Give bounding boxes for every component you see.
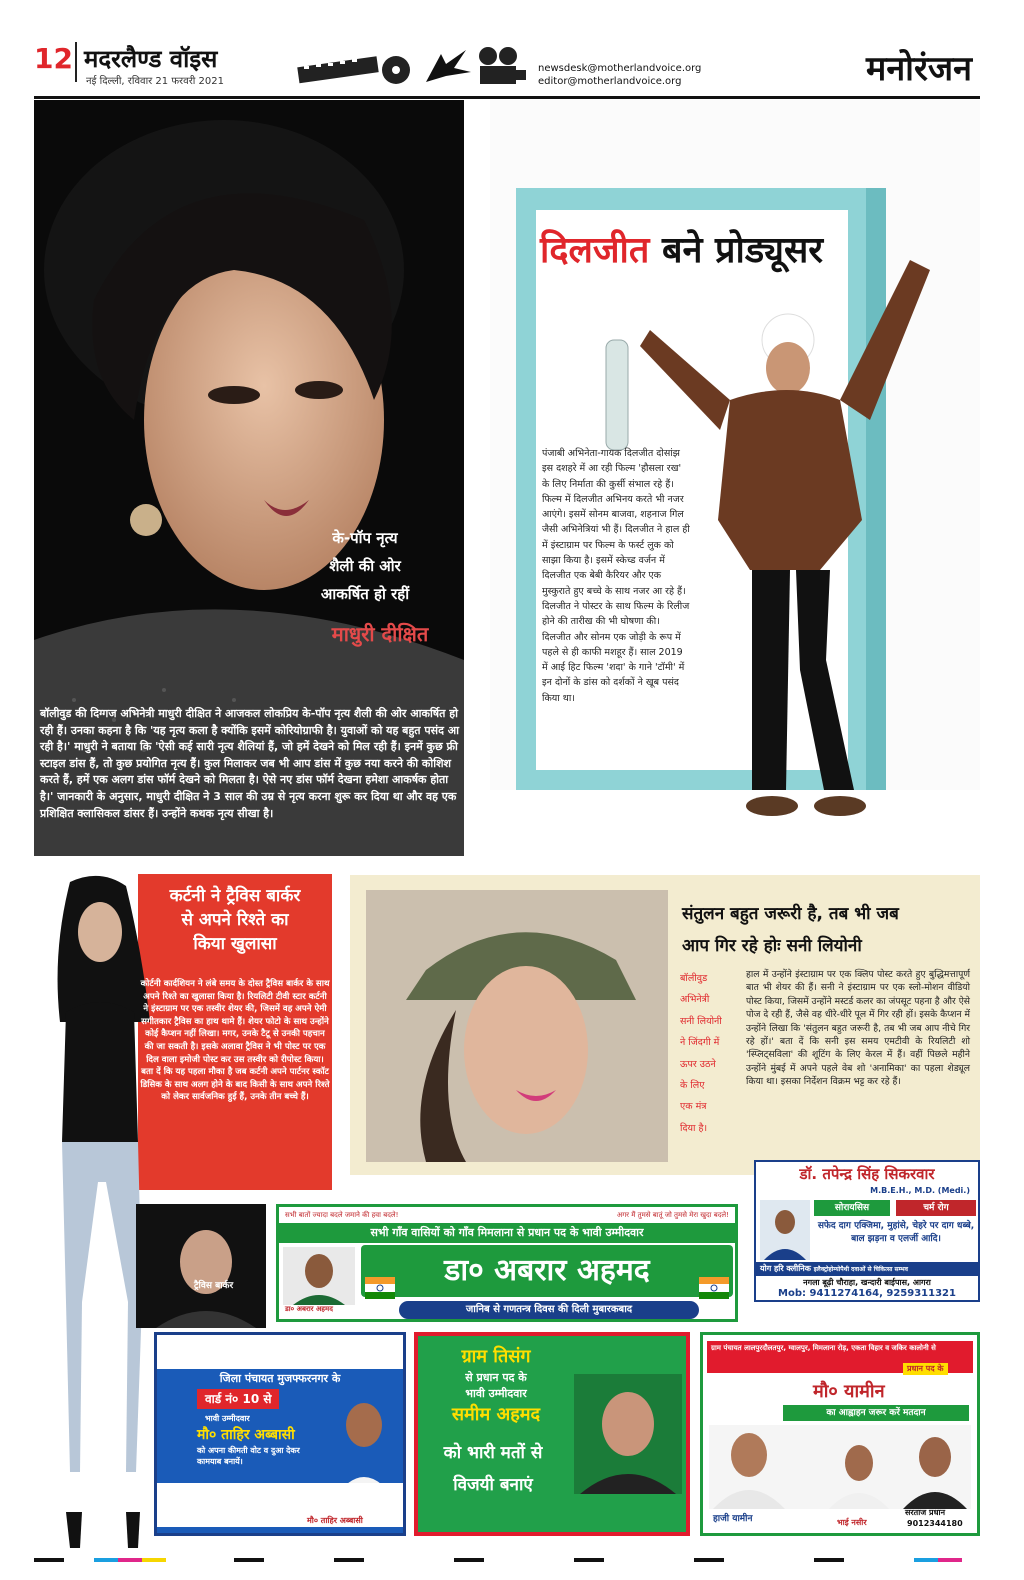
sunny-intro-line: के लिए [680, 1080, 705, 1092]
ad-jila-photo-strip [157, 1335, 403, 1369]
diljit-headline-black: बने प्रोड्यूसर [661, 230, 824, 271]
madhuri-name: माधुरी दीक्षित [331, 622, 429, 646]
sunny-intro-line: दिया है। [680, 1122, 708, 1134]
kourtney-headline-line: कर्टनी ने ट्रैविस बार्कर [169, 886, 301, 906]
ad-jila-ward-label: वार्ड नं० [205, 1392, 239, 1406]
ad-abrar-footer: जानिब से गणतन्त्र दिवस की दिली मुबारकबाद [399, 1301, 699, 1319]
madhuri-article-body: बॉलीवुड की दिग्गज अभिनेत्री माधुरी दीक्षित ने आजकल लोकप्रिय के-पॉप नृत्य शैली की ओर आकर्षित हो रही हैं। उनका कहना है कि 'यह नृत्य कला है क्योंकि इसमें कोरियोग्राफी है। युवाओं को यह बहुत पसंद आ रही है।' माधुरी ने बताया कि 'ऐसी कई सारी नृत्य शैलियां हैं, जो हमें देखने को मिल रही हैं। इनमें कुछ फ्री स्टाइल डांस हैं, तो कुछ प्रयोगित नृत्य हैं। कुल मिलाकर जब भी आप डांस में कुछ नया करने की कोशिश करते हैं, हमें एक अलग डांस फॉर्म देखने को मिलता है। ऐसे नए डांस फॉर्म देखना हमेशा आकर्षक होता है।' जानकारी के अनुसार, माधुरी दीक्षित ने 3 साल की उम्र से नृत्य करना शुरू कर दिया था और वह एक प्रशिक्षित क्लासिकल डांसर हैं। उन्होंने कथक नृत्य सीखा है। [40, 707, 459, 820]
kourtney-headline-line: किया खुलासा [193, 934, 277, 954]
kourtney-headline [140, 884, 330, 956]
header-divider [75, 42, 77, 82]
ad-doctor-mobile[interactable]: Mob: 9411274164, 9259311321 [778, 1288, 956, 1299]
ad-jila-name: मौ० ताहिर अब्बासी [197, 1427, 295, 1443]
ad-yamin-cap3: सरताज प्रधान [905, 1508, 946, 1517]
dateline: नई दिल्ली, रविवार 21 फरवरी 2021 [86, 76, 225, 87]
ad-gram-photo [574, 1374, 682, 1494]
ad-abrar-ahmad[interactable] [276, 1204, 738, 1322]
ad-doctor-name: डॉ. तपेन्द्र सिंह सिकरवार [799, 1165, 935, 1183]
ad-yamin-name: मौ० यामीन [813, 1381, 885, 1402]
india-flag-icon [365, 1277, 395, 1299]
ad-yamin-appeal: का आह्वाहन जरूर करें मतदान [783, 1405, 969, 1421]
print-registration-marks [34, 1556, 980, 1564]
ad-abrar-photo-caption: डा० अबरार अहमद [285, 1305, 333, 1313]
ad-gram-line2: से प्रधान पद के [465, 1371, 527, 1384]
ad-doctor-tag-skin: चर्म रोग [896, 1200, 976, 1216]
ad-yamin-box: प्रधान पद के [903, 1363, 948, 1375]
sunny-intro-line: ऊपर उठने [680, 1058, 716, 1070]
ad-jila-appeal: को अपना कीमती वोट व दुआ देकर कामयाब बनायें। [197, 1446, 300, 1466]
ad-doctor-services: सफेद दाग एक्जिमा, मुहांसे, चेहरे पर दाग धब्बे, बाल झड़ना व एलर्जी आदि। [817, 1221, 975, 1244]
kourtney-headline-line: से अपने रिश्ते का [181, 910, 289, 930]
ad-yamin-photos [709, 1425, 971, 1509]
ad-abrar-tagline-right: अगर मैं तुमसे बातूं जो तुमसे मेरा खुदा बदले! [616, 1211, 729, 1219]
ad-abrar-photo [283, 1247, 355, 1305]
india-flag-icon [699, 1277, 729, 1299]
sunny-headline [682, 898, 972, 962]
ad-jila-ward-suffix: से [263, 1392, 272, 1406]
ad-jila-ward-no: 10 [242, 1392, 260, 1406]
ad-doctor-clinic-sub: इलैक्ट्रोहोम्योपैथी दवाओं से चिकित्सा सम्भव [813, 1266, 908, 1273]
sunny-intro-line: एक मंत्र [680, 1101, 707, 1113]
film-reel-logo [296, 42, 528, 88]
sunny-intro-line: ने जिंदगी में [680, 1037, 720, 1049]
madhuri-caption-line: के-पॉप नृत्य [332, 529, 398, 547]
ad-jila-candidate-label: भावी उम्मीदवार [205, 1414, 250, 1423]
section-title: मनोरंजन [865, 49, 972, 89]
sunny-photo [366, 890, 668, 1162]
ad-gram-line1: ग्राम तिसंग [461, 1346, 531, 1367]
ad-doctor-clinic: योग हरि क्लीनिक [760, 1264, 811, 1273]
ad-jila-photo-caption: मौ० ताहिर अब्बासी [307, 1516, 363, 1525]
newspaper-name: मदरलैण्ड वॉइस [84, 45, 218, 73]
sunny-intro-line: अभिनेत्री [680, 994, 710, 1006]
email-newsdesk[interactable]: newsdesk@motherlandvoice.org [538, 63, 702, 74]
sunny-headline-line: संतुलन बहुत जरूरी है, तब भी जब [682, 904, 899, 924]
ad-doctor-sikarwar[interactable] [754, 1160, 980, 1302]
ad-doctor-degree: M.B.E.H., M.D. (Medi.) [870, 1186, 970, 1195]
ad-gram-line3: भावी उम्मीदवार [465, 1387, 527, 1400]
ad-yamin-cap2: भाई नसीर [837, 1518, 867, 1527]
ad-yamin-top: ग्राम पंचायत लालपुरदौलतपुर, ग्वालपुर, मिमलाना रोड़, एकता विहार व जकिर कालोनी से [707, 1341, 973, 1373]
sunny-intro-line: बॉलीवुड [680, 973, 708, 984]
ad-abrar-name: डा० अबरार अहमद [361, 1245, 733, 1297]
sunny-headline-line: आप गिर रहे होः सनी लियोनी [682, 936, 862, 956]
ad-yamin-cap1: हाजी यामीन [713, 1514, 753, 1524]
sunny-article-body: हाल में उन्होंने इंस्टाग्राम पर एक क्लिप पोस्ट करते हुए बुद्धिमत्तापूर्ण बात भी शेयर की हैं। सनी ने इंस्टाग्राम पर एक स्लो-मोशन वीडियो पोस्ट किया, जिसमें उन्होंने मस्टर्ड कलर का जंपसूट पहना है और ऐसे पोज दे रही हैं, जैसे वह धीरे-धीरे पूल में गिर रही हों। इसके कैप्शन में उन्होंने लिखा कि 'संतुलन बहुत जरूरी है, तब भी जब आप नीचे गिर रहे हों।' बता दें कि सनी इस समय एमटीवी के रियलिटी शो 'स्प्लिट्सविला' की शूटिंग के लिए केरल में हैं। वहीं पिछले महीने उन्होंने मुंबई में अपने पहले वेब शो 'अनामिका' का पहला शेड्यूल किया था। इसका निर्देशन विक्रम भट्ट कर रहे हैं। [746, 969, 970, 1088]
ad-gram-name: समीम अहमद [451, 1404, 541, 1425]
ad-mohd-yamin[interactable] [700, 1332, 980, 1536]
ad-samim-ahmad[interactable] [414, 1332, 690, 1536]
ad-gram-line4: को भारी मतों से [443, 1443, 543, 1463]
email-editor[interactable]: editor@motherlandvoice.org [538, 76, 682, 87]
madhuri-caption-line: शैली की ओर [329, 557, 401, 575]
ad-abrar-tagline-left: सभी बातों ज्यादा बदले जमाने की हवा बदले! [285, 1211, 399, 1219]
ad-abrar-line1: सभी गाँव वासियों को गाँव मिमलाना से प्रधान पद के भावी उम्मीदवार [279, 1223, 735, 1243]
ad-doctor-tag-psoriasis: सोरायसिस [814, 1200, 890, 1216]
header-rule [34, 96, 980, 99]
diljit-headline-red: दिलजीत [540, 230, 650, 271]
travis-photo [136, 1204, 266, 1328]
contact-emails [538, 62, 701, 88]
sunny-intro-line: सनी लियोनी [680, 1015, 722, 1027]
kourtney-article-body: कोर्टनी कार्दशियन ने लंबे समय के दोस्त ट्रैविस बार्कर के साथ अपने रिश्ते का खुलासा किया है। रियलिटी टीवी स्टार कर्टनी ने इंस्टाग्राम पर एक तस्वीर शेयर की, जिसमें वह अपने ऐमी सगीतकार ट्रैविस का हाथ थामे हैं। शेयर फोटो के साथ उन्होंने कोई कैप्शन नहीं लिखा। मगर, उनके टैटू से उनकी पहचान की जा सकती है। इसके अलावा ट्रैविस ने भी पोस्ट पर एक दिल वाला इमोजी पोस्ट कर उस तस्वीर को रीपोस्ट किया। बता दें कि यह पहला मौका है जब कर्टनी अपने पार्टनर स्कॉट डिसिक के साथ अलग होने के बाद किसी के साथ अपने रिश्ते को लेकर सार्वजनिक हुई हैं, उनके तीन बच्चे हैं। [140, 979, 330, 1103]
diljit-article-body: पंजाबी अभिनेता-गायक दिलजीत दोसांझ इस दशहरे में आ रही फिल्म 'हौसला रख' के लिए निर्माता की कुर्सी संभाल रहे हैं। फिल्म में दिलजीत अभिनय करते भी नजर आएंगे। इसमें सोनम बाजवा, शहनाज गिल जैसी अभिनेत्रियां भी हैं। दिलजीत ने हाल ही में इंस्टाग्राम पर फिल्म के फर्स्ट लुक को साझा किया है। इसमें स्केच्ड वर्जन में दिलजीत एक बेबी कैरियर और एक मुस्कुराते हुए बच्चे के साथ नजर आ रहे हैं। दिलजीत ने पोस्टर के साथ फिल्म के रिलीज होने की तारीख की भी घोषणा की। दिलजीत और सोनम एक जोड़ी के रूप में पहले से ही काफी मशहूर हैं। साल 2019 में आई हिट फिल्म 'शदा' के गाने 'टॉमी' में इन दोनों के डांस को दर्शकों ने खूब पसंद किया था। [542, 448, 690, 704]
ad-jila-title: जिला पंचायत मुजफ्फरनगर के [219, 1372, 341, 1385]
sunny-intro [680, 968, 740, 1139]
madhuri-caption-line: आकर्षित हो रहीं [320, 585, 410, 603]
ad-jila-bottom-strip [157, 1483, 403, 1527]
diljit-headline [540, 224, 823, 273]
ad-doctor-photo [760, 1200, 810, 1260]
travis-caption: ट्रैविस बार्कर [194, 1281, 234, 1291]
ad-tahir-abbasi[interactable] [154, 1332, 406, 1536]
page-number: 12 [34, 42, 73, 75]
ad-yamin-phone[interactable]: 9012344180 [907, 1519, 963, 1528]
ad-doctor-address: नगला बूढ़ी चौराहा, खन्दारी बाईपास, आगरा [803, 1278, 931, 1287]
madhuri-caption [280, 524, 450, 608]
ad-gram-line5: विजयी बनाएं [453, 1475, 533, 1495]
